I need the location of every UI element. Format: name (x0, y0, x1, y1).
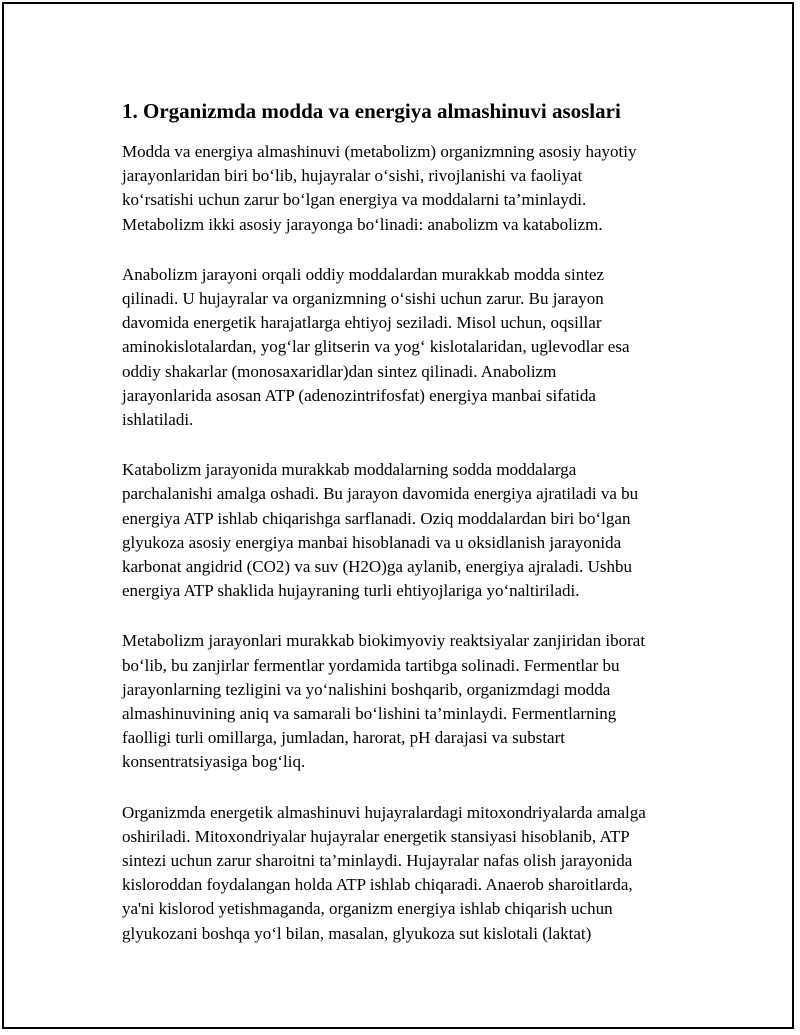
text-line: jarayonlarida asosan ATP (adenozintrifosfat) energiya manbai sifatida (122, 385, 596, 405)
text-line: Modda va energiya almashinuvi (metabolizm) organizmning asosiy hayotiy (122, 142, 637, 161)
text-line: oshiriladi. Mitoxondriyalar hujayralar energetik stansiyasi hisoblanib, ATP (122, 826, 630, 846)
text-line: faolligi turli omillarga, jumladan, harorat, pH darajasi va substart (122, 728, 565, 748)
text-line: Katabolizm jarayonida murakkab moddalarning sodda moddalarga (122, 460, 577, 480)
paragraph (122, 140, 692, 237)
text-line: konsentratsiyasiga bog‘liq. (122, 752, 306, 772)
text-line: ko‘rsatishi uchun zarur bo‘lgan energiya va moddalarni ta’minlaydi. (122, 190, 587, 210)
text-line: kisloroddan foydalangan holda ATP ishlab chiqaradi. Anaerob sharoitlarda, (122, 875, 633, 895)
paragraph (122, 629, 692, 774)
text-line: oddiy shakarlar (monosaxaridlar)dan sintez qilinadi. Anabolizm (122, 361, 557, 381)
text-line: sintezi uchun zarur sharoitni ta’minlaydi. Hujayralar nafas olish jarayonida (122, 851, 633, 871)
text-line: glyukoza asosiy energiya manbai hisoblanadi va u oksidlanish jarayonida (122, 532, 622, 552)
text-line: almashinuvining aniq va samarali bo‘lishini ta’minlaydi. Fermentlarning (122, 704, 617, 724)
text-line: parchalanishi amalga oshadi. Bu jarayon davomida energiya ajratiladi va bu (122, 484, 639, 504)
paragraph (122, 801, 692, 946)
paragraph-list (122, 140, 692, 946)
text-line: energiya ATP shaklida hujayraning turli ehtiyojlariga yo‘naltiriladi. (122, 581, 580, 601)
text-line: Metabolizm ikki asosiy jarayonga bo‘linadi: anabolizm va katabolizm. (122, 214, 603, 234)
text-line: energiya ATP ishlab chiqarishga sarflanadi. Oziq moddalardan biri bo‘lgan (122, 508, 631, 528)
section-heading: 1. Organizmda modda va energiya almashinuvi asoslari (122, 99, 621, 123)
text-line: karbonat angidrid (CO2) va suv (H2O)ga aylanib, energiya ajraladi. Ushbu (122, 557, 633, 577)
text-line: Organizmda energetik almashinuvi hujayralardagi mitoxondriyalarda amalga (122, 802, 646, 822)
document-body (122, 96, 692, 972)
page-frame (2, 2, 794, 1029)
text-line: aminokislotalardan, yog‘lar glitserin va yog‘ kislotalaridan, uglevodlar esa (122, 337, 630, 357)
text-line: Metabolizm jarayonlari murakkab biokimyoviy reaktsiyalar zanjiridan iborat (122, 631, 646, 651)
text-line: jarayonlarning tezligini va yo‘nalishini boshqarib, organizmdagi modda (122, 679, 611, 699)
text-line: jarayonlaridan biri bo‘lib, hujayralar o‘sishi, rivojlanishi va faoliyat (122, 166, 583, 186)
paragraph (122, 458, 692, 603)
text-line: Anabolizm jarayoni orqali oddiy moddalardan murakkab modda sintez (122, 264, 605, 284)
text-line: ishlatiladi. (122, 410, 194, 430)
text-line: qilinadi. U hujayralar va organizmning o‘sishi uchun zarur. Bu jarayon (122, 289, 604, 309)
text-line: glyukozani boshqa yo‘l bilan, masalan, glyukoza sut kislotali (laktat) (122, 923, 592, 943)
paragraph (122, 263, 692, 432)
text-line: ya'ni kislorod yetishmaganda, organizm energiya ishlab chiqarish uchun (122, 899, 613, 919)
text-line: bo‘lib, bu zanjirlar fermentlar yordamida tartibga solinadi. Fermentlar bu (122, 655, 620, 675)
text-line: davomida energetik harajatlarga ehtiyoj seziladi. Misol uchun, oqsillar (122, 313, 602, 333)
